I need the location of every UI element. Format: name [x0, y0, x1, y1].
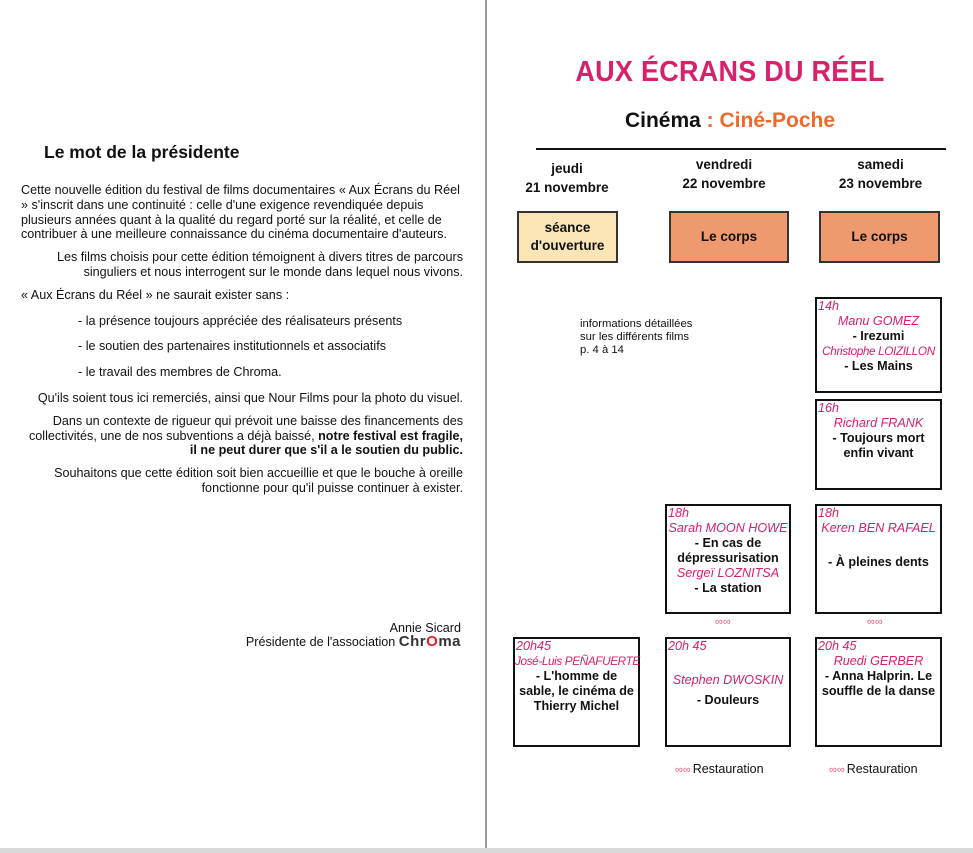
screening-time: 18h — [818, 506, 840, 520]
right-page — [487, 0, 973, 848]
left-page — [0, 0, 485, 848]
director: Manu GOMEZ — [837, 314, 920, 328]
cinema-label: Cinéma — [624, 109, 701, 132]
film-title: - La station — [694, 581, 762, 595]
signature-role: Présidente de l'association — [245, 635, 396, 649]
paragraph-intro: Cette nouvelle édition du festival de films documentaires « Aux Écrans du Réel » s'inscrit dans une continuité : celle d'une exigence revendiquée depuis plusieurs années quant à la qualité du regard porté sur la réalité, et celle de contribuer à une meilleure connaissance du cinéma documentaire d'auteurs. — [21, 183, 460, 242]
screening-time: 20h 45 — [818, 639, 857, 653]
film-title: - Toujours mort enfin vivant — [832, 431, 925, 460]
director: Sergeï LOZNITSA — [676, 566, 780, 580]
film-title: - Les Mains — [844, 359, 913, 373]
restaurant-icon: ∞∞ — [829, 764, 845, 776]
film-title: - Irezumi — [852, 329, 905, 343]
president-message — [21, 183, 463, 504]
paragraph-films: Les films choisis pour cette édition témoignent à divers titres de parcours singuliers et nous interrogent sur le monde dans lequel nous vivons. — [57, 250, 463, 279]
info-note: informations détaillées sur les différents films p. 4 à 14 — [580, 318, 693, 356]
screening-time: 18h — [668, 506, 690, 520]
director: Christophe LOIZILLON — [822, 344, 935, 358]
director: Richard FRANK — [833, 416, 924, 430]
screening-time: 16h — [818, 401, 840, 415]
film-title: - Anna Halprin. Le souffle de la danse — [821, 669, 936, 698]
paragraph-closing: Souhaitons que cette édition soit bien accueillie et que le bouche à oreille fonctionne pour qu'il puisse continuer à exister. — [54, 466, 463, 495]
venue-name: Ciné-Poche — [719, 109, 836, 132]
president-title: Le mot de la présidente — [44, 142, 240, 162]
restaurant-icon: ∞∞ — [867, 616, 883, 628]
screening-thu-20h45 — [513, 637, 640, 747]
screening-time: 20h 45 — [668, 639, 707, 653]
day-header-friday: vendredi 22 novembre — [682, 157, 766, 191]
day-header-saturday: samedi 23 novembre — [838, 157, 923, 191]
paragraph-funding — [21, 414, 463, 458]
film-title: - En cas de dépressurisation — [677, 536, 779, 565]
screening-time: 20h45 — [516, 639, 552, 653]
screening-sat-20h45 — [815, 637, 942, 747]
theme-box-saturday: Le corps — [819, 211, 940, 263]
screening-time: 14h — [818, 299, 840, 313]
screening-sat-14h — [815, 297, 942, 393]
film-title: - Douleurs — [696, 693, 760, 707]
screening-sat-18h — [815, 504, 942, 614]
restauration-saturday: ∞∞ Restauration — [829, 762, 918, 776]
cinema-heading: Cinéma : Ciné-Poche — [624, 109, 836, 132]
screening-fri-20h45 — [665, 637, 791, 747]
theme-box-friday: Le corps — [669, 211, 789, 263]
director: Keren BEN RAFAEL — [821, 521, 936, 535]
restauration-friday: ∞∞ Restauration — [675, 762, 764, 776]
thanks-item: - le travail des membres de Chroma. — [78, 365, 282, 380]
signature-role-line — [246, 635, 461, 649]
thanks-item: - le soutien des partenaires institutionnels et associatifs — [78, 339, 387, 354]
funding-emphasis: notre festival est fragile, il ne peut durer que s'il a le soutien du public. — [189, 428, 463, 458]
theme-box-thursday: séance d'ouverture — [517, 211, 618, 263]
day-header-thursday: jeudi 21 novembre — [525, 161, 609, 195]
film-title: - À pleines dents — [828, 555, 929, 569]
screening-fri-18h — [665, 504, 791, 614]
restaurant-icon: ∞∞ — [715, 616, 731, 628]
paragraph-thanks: Qu'ils soient tous ici remerciés, ainsi que Nour Films pour la photo du visuel. — [37, 390, 463, 405]
restaurant-icon: ∞∞ — [675, 764, 691, 776]
director: Stephen DWOSKIN — [672, 673, 784, 687]
film-title: - L'homme de sable, le cinéma de Thierry Michel — [519, 669, 634, 713]
heading-rule — [536, 148, 946, 150]
director: José-Luis PEÑAFUERTE — [515, 654, 640, 668]
director: Sarah MOON HOWE — [668, 521, 788, 535]
paragraph-thanks-intro: « Aux Écrans du Réel » ne saurait exister sans : — [21, 287, 290, 302]
funding-text: Dans un contexte de rigueur qui prévoit une baisse des financements des collectivités, une de nos subventions a déjà baissé, — [28, 413, 463, 443]
thanks-item: - la présence toujours appréciée des réalisateurs présents — [78, 313, 403, 328]
screening-sat-16h — [815, 399, 942, 490]
signature — [246, 621, 461, 649]
signature-name: Annie Sicard — [389, 621, 461, 635]
director: Ruedi GERBER — [833, 654, 924, 668]
festival-title: AUX ÉCRANS DU RÉEL — [575, 56, 885, 88]
chroma-logo: ChrOma — [398, 633, 461, 650]
